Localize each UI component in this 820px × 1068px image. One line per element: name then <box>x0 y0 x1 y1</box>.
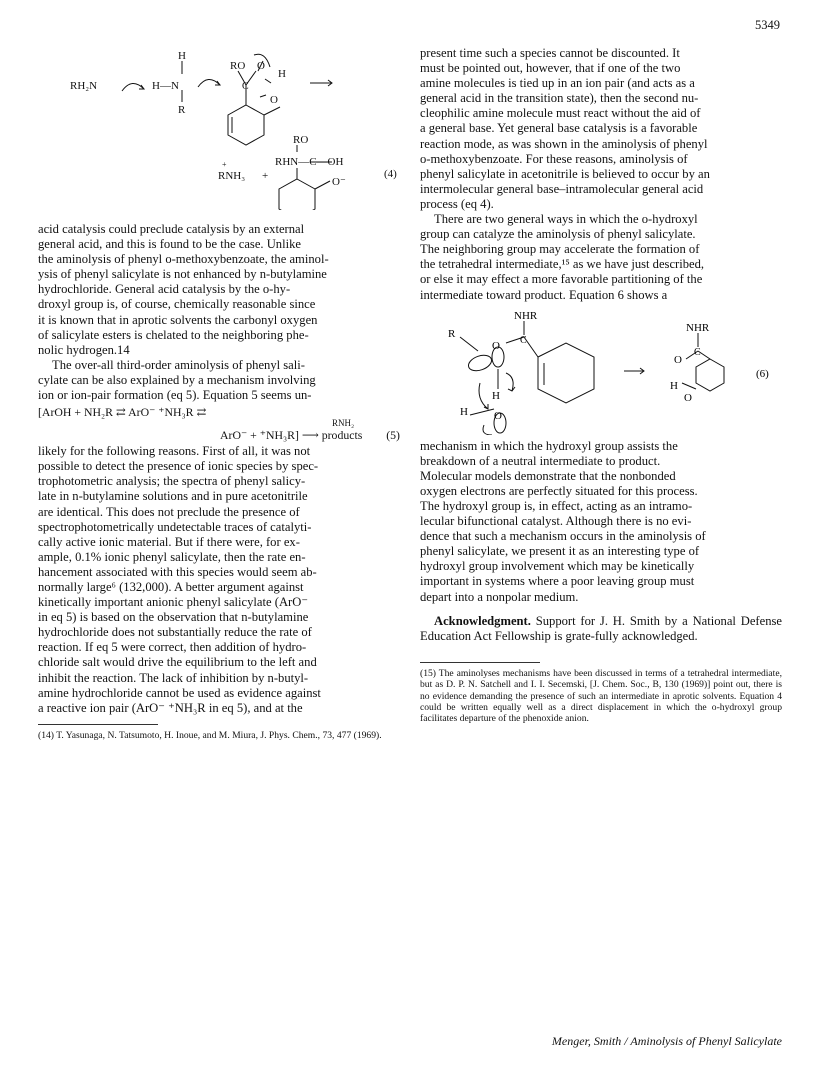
ack-heading: Acknowledgment. <box>434 613 531 628</box>
text-line: amine molecules is tied up in an ion pair (and acts as a <box>420 76 695 91</box>
text-line: late in n-butylamine solutions and in pure acetonitrile <box>38 489 308 504</box>
text-line: general acid in the transition state), then the second nu- <box>420 91 699 106</box>
right-paragraph-2 <box>420 212 782 303</box>
text-line: amine hydrochloride cannot be used as evidence against <box>38 685 321 700</box>
footnote-14: (14) T. Yasunaga, N. Tatsumoto, H. Inoue, and M. Miura, J. Phys. Chem., 73, 477 (1969). <box>38 729 382 741</box>
text-line: reaction. If eq 5 were correct, then addition of hydro- <box>38 640 307 655</box>
eq5-line2: ArO⁻ + ⁺NH₃R] ⟶ products <box>220 428 363 443</box>
eq5-line1: [ArOH + NH₂R ⇄ ArO⁻ ⁺NH₃R ⇄ <box>38 405 207 420</box>
eq4-ro: RO <box>230 60 246 72</box>
text-line: are identical. This does not preclude the presence of <box>38 504 300 519</box>
text-line: The hydroxyl group is, in effect, acting as an intramo- <box>420 498 693 513</box>
benzene-ring-2 <box>279 179 315 210</box>
text-line: hydrochloride does not substantially reduce the rate of <box>38 625 312 640</box>
text-line: ion or ion-pair formation (eq 5). Equation 5 seems un- <box>38 388 312 403</box>
footnote-rule-right <box>420 662 540 663</box>
text-line: chloride salt would drive the equilibrium to the left and <box>38 655 317 670</box>
text-line: hancement associated with this species would seem ab- <box>38 564 317 579</box>
footnote-rule-left <box>38 724 158 725</box>
page-number: 5349 <box>755 18 780 32</box>
text-line: process (eq 4). <box>420 196 494 211</box>
eq4-h: H <box>278 68 286 80</box>
eq4-plus: + <box>262 170 269 182</box>
eq6-nhr: NHR <box>514 309 538 322</box>
text-line: The neighboring group may accelerate the formation of <box>420 242 700 257</box>
text-line: reaction mode, as was shown in the aminolysis of phenyl <box>420 136 708 151</box>
text-line: important in systems where a poor leaving group must <box>420 574 695 589</box>
eq6-c2: C <box>694 346 701 358</box>
text-line: possible to detect the presence of ionic species by spec- <box>38 459 319 474</box>
text-line: nolic hydrogen.14 <box>38 342 130 357</box>
eq4-nh-label: H—N <box>152 80 179 92</box>
text-line: likely for the following reasons. First of all, it was not <box>38 444 311 459</box>
text-line: a general base. Yet general base catalysis is a favorable <box>420 121 698 136</box>
eq4-nh-h: H <box>178 50 186 62</box>
text-line: in eq 5) is based on the observation that n-butylamine <box>38 610 309 625</box>
left-column <box>38 222 400 741</box>
eq6-h1: H <box>492 389 500 402</box>
text-line: The over-all third-order aminolysis of phenyl sali- <box>52 357 305 372</box>
eq6-o2: O <box>494 409 502 422</box>
text-line: the tetrahedral intermediate,¹⁵ as we have just described, <box>420 257 705 272</box>
ack-text: Support for J. H. Smith by a National Defense Education Act Fellowship is grate-fully acknowledged. <box>420 613 783 643</box>
text-line: spectrophotometrically undetectable traces of catalyti- <box>38 519 312 534</box>
eq4-o-minus: O⁻ <box>332 176 346 188</box>
right-paragraph-1 <box>420 46 782 212</box>
eq4-ro2: RO <box>293 134 309 146</box>
curved-arrow-1 <box>122 83 144 91</box>
eq6-o1: O <box>492 339 500 352</box>
text-line: kinetically important anionic phenyl salicylate (ArO⁻ <box>38 595 308 610</box>
right-paragraph-3 <box>420 439 782 605</box>
eq6-nhr2: NHR <box>686 321 710 334</box>
equation-6-structure <box>420 307 782 435</box>
eq6-c: C <box>520 334 527 346</box>
text-line: breakdown of a neutral intermediate to product. <box>420 453 661 468</box>
text-line: general acid, and this is found to be the case. Unlike <box>38 237 301 252</box>
text-line: depart into a nonpolar medium. <box>420 589 579 604</box>
text-line: o-methoxybenzoate. For these reasons, aminolysis of <box>420 151 688 166</box>
text-line: droxyl group is, of course, chemically reasonable since <box>38 297 316 312</box>
text-line: of salicylate esters is chelated to the neighboring phe- <box>38 327 309 342</box>
eq4-o-ring: O <box>270 94 278 106</box>
eq5-reagent: RNH₂ <box>332 418 355 429</box>
benzene-ring-1 <box>228 105 264 145</box>
text-line: cleophilic amine molecule must react without the aid of <box>420 106 701 121</box>
text-line: lecular bifunctional catalyst. Although there is no evi- <box>420 514 692 529</box>
text-line: dence that such a mechanism occurs in the aminolysis of <box>420 529 706 544</box>
eq4-nh-r: R <box>178 104 186 116</box>
acknowledgment <box>420 614 782 644</box>
left-paragraph-1 <box>38 222 400 358</box>
text-line: intermediate toward product. Equation 6 shows a <box>420 287 668 302</box>
text-line: mechanism in which the hydroxyl group assists the <box>420 438 678 453</box>
text-line: a reactive ion pair (ArO⁻ ⁺NH₃R in eq 5), and at the <box>38 700 303 715</box>
text-line: or else it may effect a more favorable partitioning of the <box>420 272 703 287</box>
eq6-benzene-ring <box>538 343 594 403</box>
eq6-number: (6) <box>756 367 769 380</box>
text-line: cally active ionic material. But if there were, for ex- <box>38 534 300 549</box>
eq6-o4: O <box>684 391 692 404</box>
text-line: it is known that in aprotic solvents the carbonyl oxygen <box>38 312 318 327</box>
text-line: group can catalyze the aminolysis of phenyl salicylate. <box>420 227 696 242</box>
text-line: normally large⁶ (132,000). A better argument against <box>38 579 304 594</box>
right-column <box>420 46 782 725</box>
equation-5 <box>38 405 400 442</box>
text-line: the aminolysis of phenyl o-methoxybenzoate, the aminol- <box>38 252 329 267</box>
eq4-plus-charge: + <box>222 160 227 169</box>
left-paragraph-3 <box>38 444 400 716</box>
text-line: phenyl salicylate in acetonitrile is believed to occur by an <box>420 166 710 181</box>
text-line: inhibit the reaction. The lack of inhibition by n-butyl- <box>38 670 309 685</box>
text-line: must be pointed out, however, that if one of the two <box>420 61 681 76</box>
equation-4-structure <box>70 45 410 210</box>
text-line: There are two general ways in which the o-hydroxyl <box>434 212 698 227</box>
text-line: acid catalysis could preclude catalysis by an external <box>38 222 305 236</box>
eq4-number: (4) <box>384 168 397 180</box>
eq4-amine: RH₂N <box>70 80 98 92</box>
text-line: hydroxyl group involvement which may be kinetically <box>420 559 695 574</box>
text-line: ysis of phenyl salicylate is not enhanced by n-butylamine <box>38 267 327 282</box>
eq5-number: (5) <box>386 428 400 443</box>
text-line: phenyl salicylate, we present it as an interesting type of <box>420 544 700 559</box>
text-line: intermolecular general base–intramolecular general acid <box>420 181 704 196</box>
curved-arrow-2 <box>198 79 220 87</box>
eq4-ammonium: RNH₃ <box>218 170 246 182</box>
footnote-15: (15) The aminolyses mechanisms have been discussed in terms of a tetrahedral intermediate, but as D. P. N. Satchell and I. I. Secemski, [J. Chem. Soc., B, 130 (1969)] point out, there is no evidence demanding the presence of such an intermediate in aprotic solvents. Equation 4 could be written equally well as a direct displacement in which the o-hydroxyl group facilitates departure of the phenoxide anion. <box>420 667 782 725</box>
eq4-c: C <box>242 81 249 92</box>
eq6-o3: O <box>674 353 682 366</box>
eq6-h3: H <box>670 379 678 392</box>
eq4-o: O <box>257 60 265 72</box>
eq6-r: R <box>448 327 456 340</box>
text-line: Molecular models demonstrate that the nonbonded <box>420 468 676 483</box>
eq6-h2: H <box>460 405 468 418</box>
text-line: trophotometric analysis; the spectra of phenyl salicy- <box>38 474 306 489</box>
text-line: hydrochloride. General acid catalysis by the o-hy- <box>38 282 291 297</box>
left-paragraph-2 <box>38 358 400 403</box>
text-line: present time such a species cannot be discounted. It <box>420 46 680 60</box>
text-line: oxygen electrons are perfectly situated for this process. <box>420 483 698 498</box>
text-line: ample, 0.1% ionic phenyl salicylate, then the rate en- <box>38 549 306 564</box>
running-footer: Menger, Smith / Aminolysis of Phenyl Salicylate <box>551 1034 782 1048</box>
text-line: cylate can be also explained by a mechanism involving <box>38 372 316 387</box>
eq4-rhn: RHN—C—OH <box>275 156 344 168</box>
